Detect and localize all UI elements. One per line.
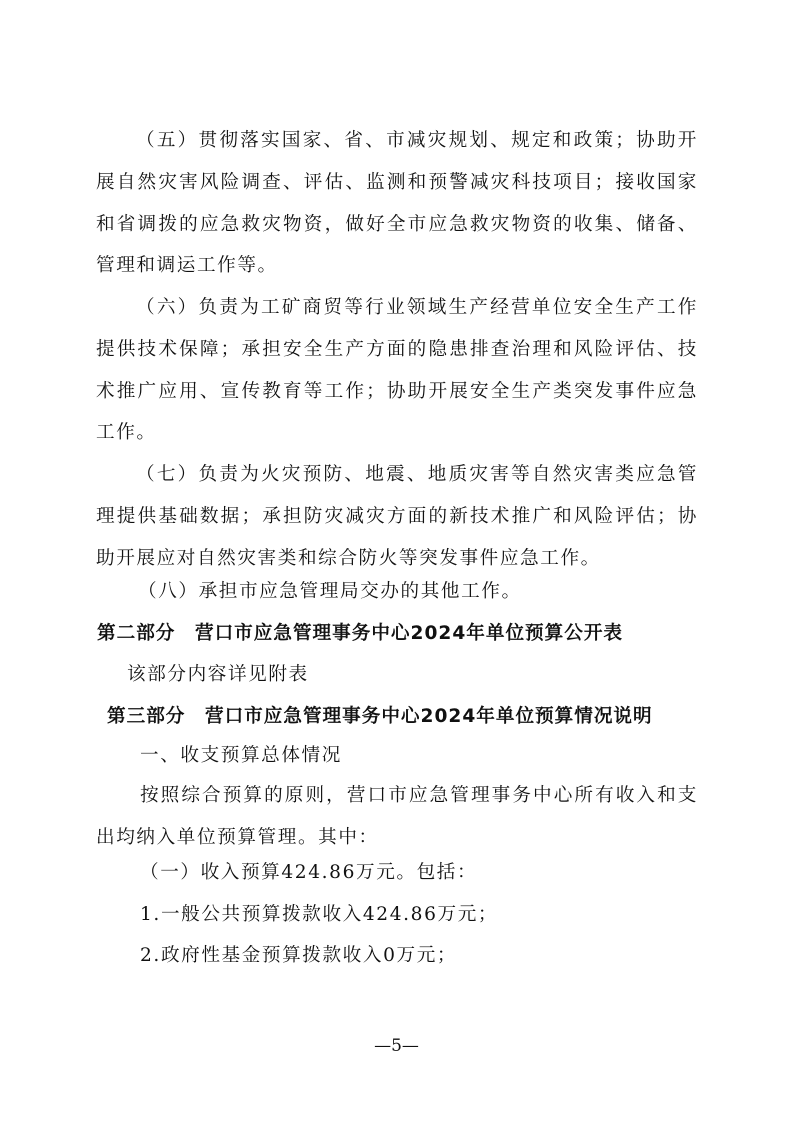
income-item-1: 1.一般公共预算拨款收入424.86万元； <box>140 904 499 925</box>
paragraph-item-8: （八）承担市应急管理局交办的其他工作。 <box>138 581 522 602</box>
paragraph-item-7: （七）负责为火灾预防、地震、地质灾害等自然灾害类应急管理提供基础数据；承担防灾减灾方面的新技术推广和风险评估；协助开展应对自然灾害类和综合防火等突发事件应急工作。 <box>96 464 698 569</box>
part3-heading: 第三部分 营口市应急管理事务中心2024年单位预算情况说明 <box>107 706 653 727</box>
income-item-2: 2.政府性基金预算拨款收入0万元； <box>140 945 458 966</box>
part2-note: 该部分内容详见附表 <box>127 664 309 685</box>
paragraph-item-5: （五）贯彻落实国家、省、市减灾规划、规定和政策；协助开展自然灾害风险调查、评估、监测和预警减灾科技项目；接收国家和省调拨的应急救灾物资，做好全市应急救灾物资的收集、储备、管理和调运工作等。 <box>96 130 698 277</box>
paragraph-item-6: （六）负责为工矿商贸等行业领域生产经营单位安全生产工作提供技术保障；承担安全生产方面的隐患排查治理和风险评估、技术推广应用、宣传教育等工作；协助开展安全生产类突发事件应急工作。 <box>96 297 698 444</box>
section1-title: 一、收支预算总体情况 <box>140 745 342 766</box>
part2-heading: 第二部分 营口市应急管理事务中心2024年单位预算公开表 <box>97 623 624 644</box>
income-summary: （一）收入预算424.86万元。包括： <box>140 862 478 883</box>
section1-paragraph: 按照综合预算的原则，营口市应急管理事务中心所有收入和支出均纳入单位预算管理。其中： <box>96 785 698 848</box>
page-number: —5— <box>374 1036 419 1056</box>
